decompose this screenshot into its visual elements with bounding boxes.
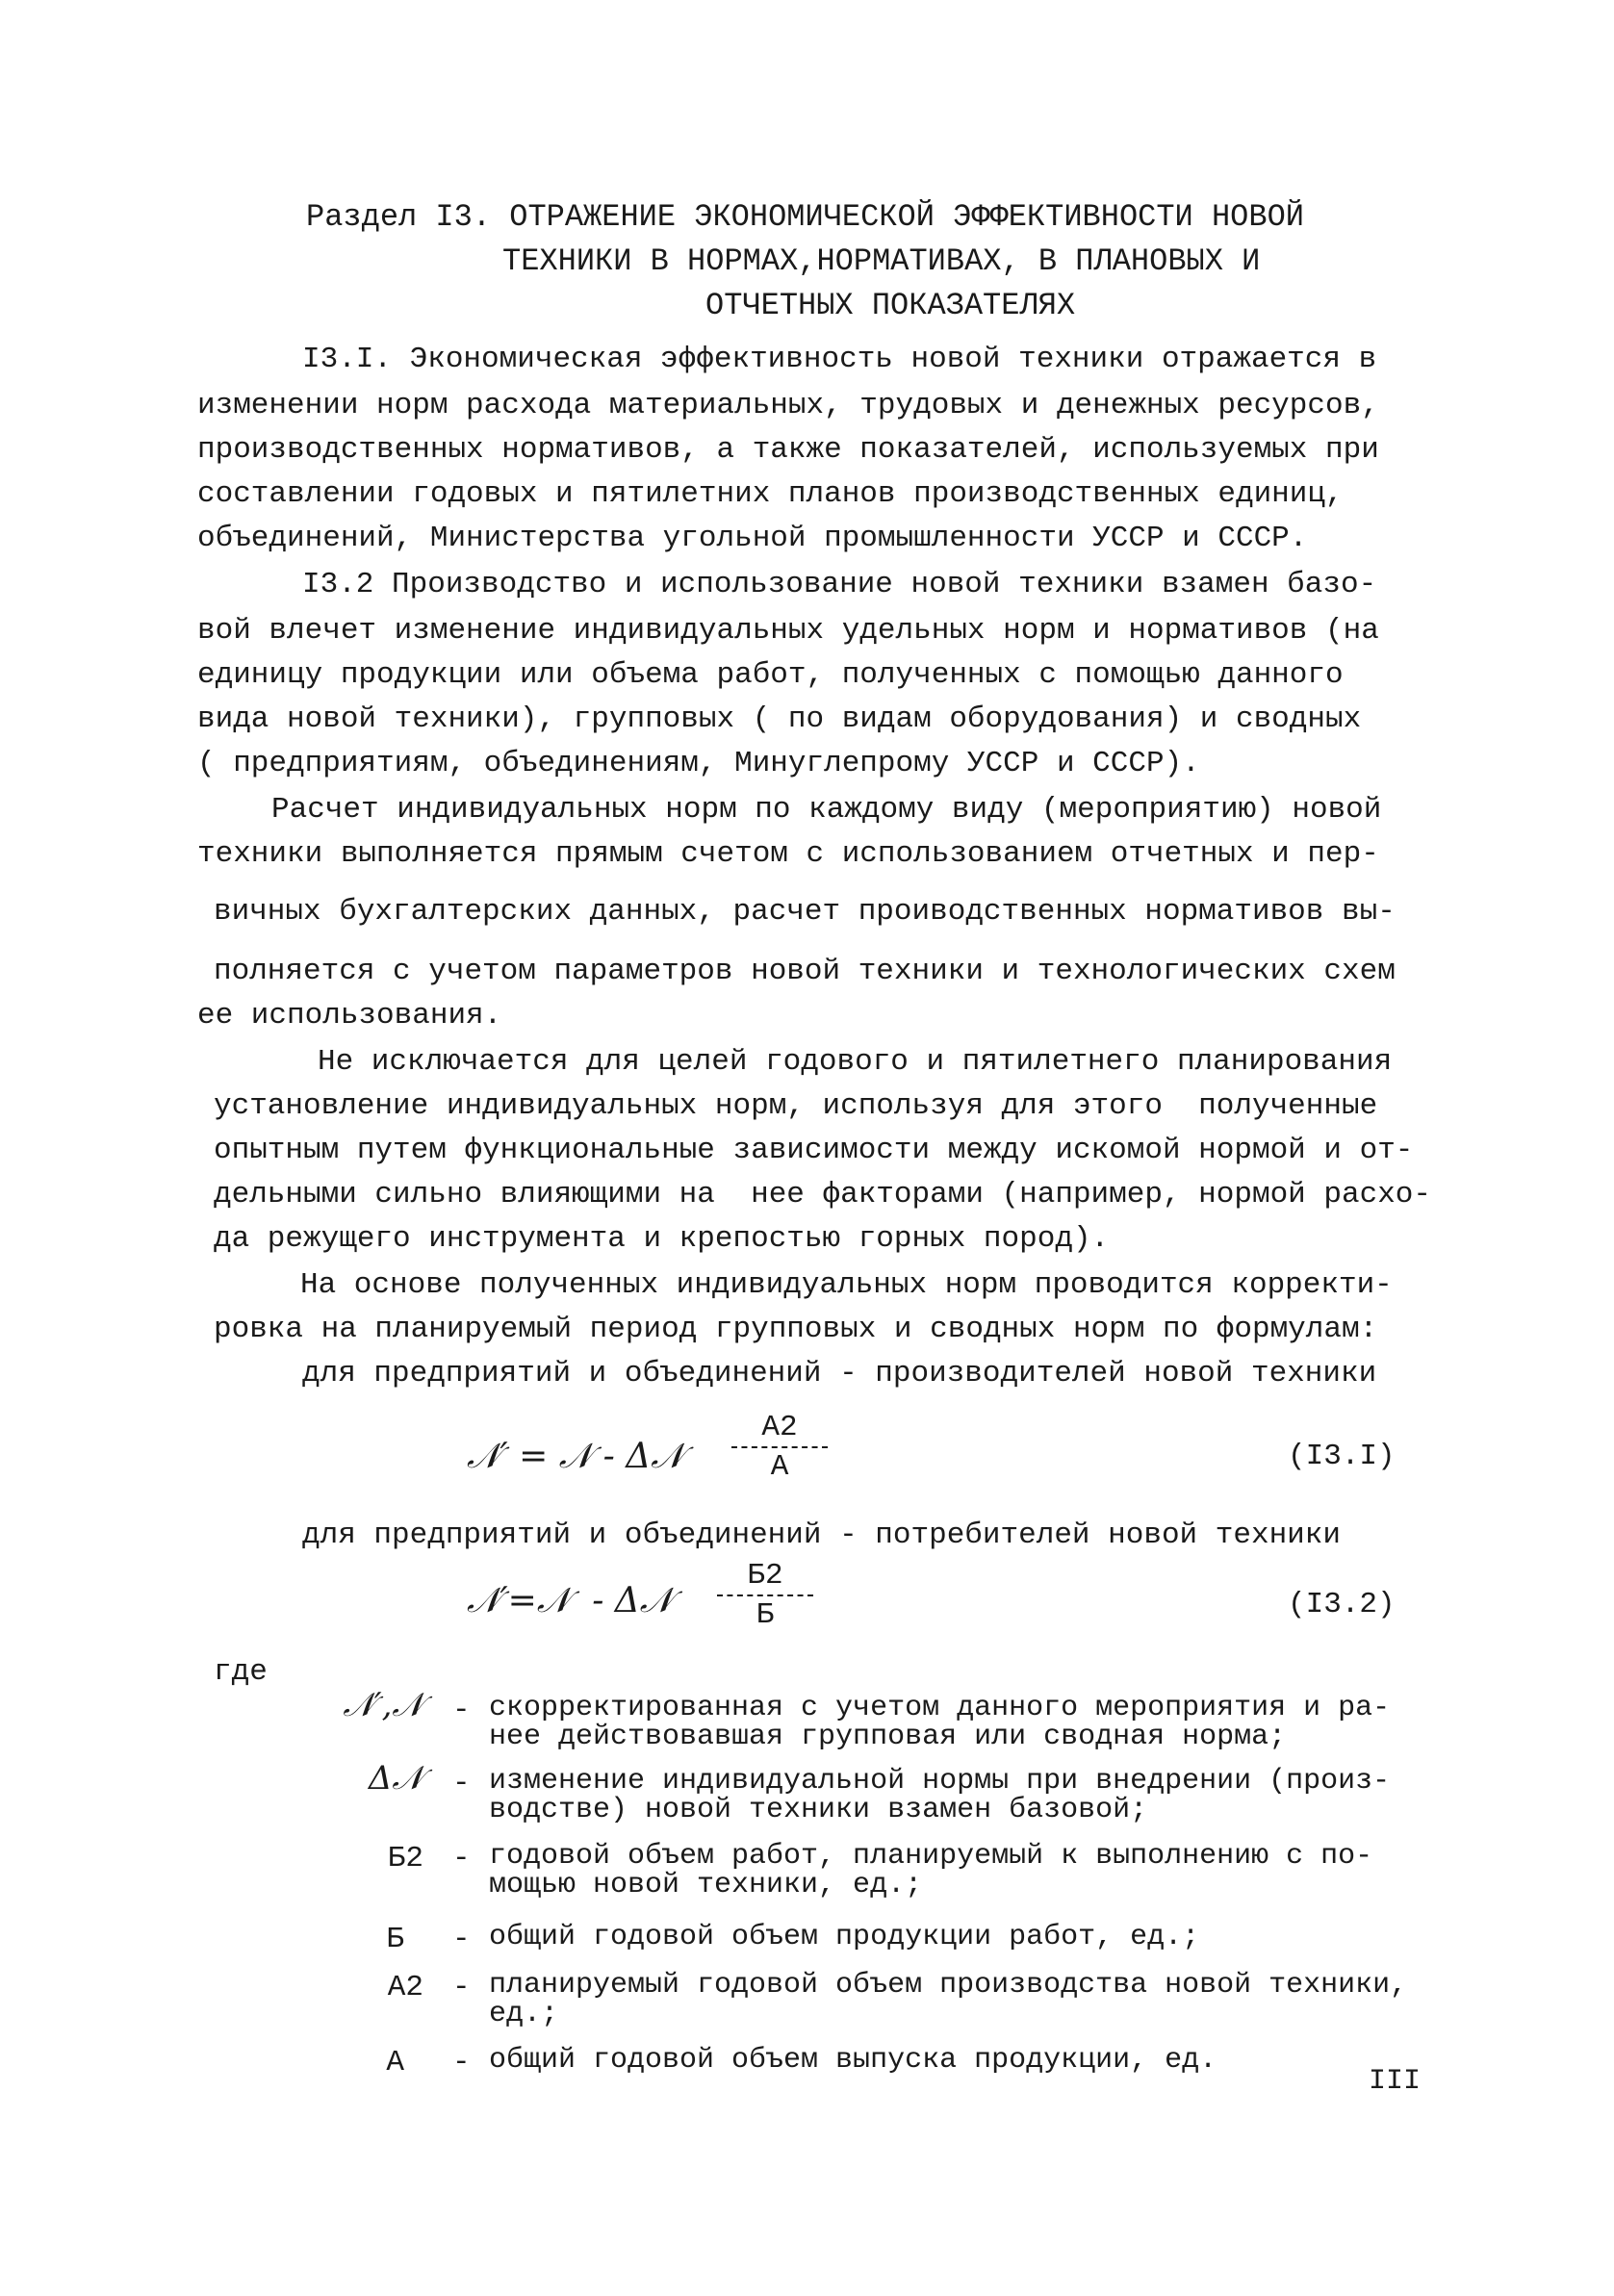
definition-text-line: годовой объем работ, планируемый к выполнению с по- (489, 1840, 1373, 1873)
heading-line-3: ОТЧЕТНЫХ ПОКАЗАТЕЛЯХ (705, 288, 1076, 323)
p1-line-5: объединений, Министерства угольной промышленности УССР и СССР. (197, 522, 1308, 555)
between-formulas-text: для предприятий и объединений - потребителей новой техники (302, 1518, 1341, 1552)
p5-line-1: На основе полученных индивидуальных норм проводится корректи- (300, 1268, 1393, 1302)
p5-line-3: для предприятий и объединений - производителей новой техники (302, 1357, 1377, 1390)
definition-dash: - (452, 1694, 471, 1727)
formula-1-numerator: A2 (761, 1411, 798, 1444)
where-label: где (214, 1655, 268, 1689)
p1-line-4: составлении годовых и пятилетних планов производственных единиц, (197, 477, 1344, 511)
definition-text-line: мощью новой техники, ед.; (489, 1869, 923, 1901)
p3-line-1: Расчет индивидуальных норм по каждому виду (мероприятию) новой (271, 793, 1382, 827)
definition-symbol: Б (386, 1923, 404, 1956)
fraction-bar (731, 1446, 828, 1448)
definition-symbol: 𝒩′,𝒩 (343, 1686, 423, 1724)
p3-line-4: полняется с учетом параметров новой техники и технологических схем (214, 955, 1396, 988)
p2-line-5: ( предприятиям, объединениям, Минуглепрому УССР и СССР). (197, 747, 1200, 780)
definition-dash: - (452, 1971, 471, 2004)
formula-1-denominator: A (770, 1450, 789, 1484)
definition-dash: - (452, 1842, 471, 1875)
heading-line-1: Раздел I3. ОТРАЖЕНИЕ ЭКОНОМИЧЕСКОЙ ЭФФЕКТИВНОСТИ НОВОЙ (306, 199, 1304, 235)
formula-1-fraction (731, 1411, 828, 1484)
formula-1-lhs: 𝒩′ = 𝒩 - Δ𝒩 (467, 1437, 684, 1476)
heading-line-2: ТЕХНИКИ В НОРМАХ,НОРМАТИВАХ, В ПЛАНОВЫХ И (502, 243, 1261, 279)
definition-symbol: A (386, 2046, 404, 2079)
definition-dash: - (452, 1923, 471, 1956)
definition-dash: - (452, 1767, 471, 1800)
p2-line-1: I3.2 Производство и использование новой техники взамен базо- (302, 568, 1377, 601)
p2-line-3: единицу продукции или объема работ, полученных с помощью данного (197, 658, 1344, 692)
p5-line-2: ровка на планируемый период групповых и сводных норм по формулам: (214, 1313, 1378, 1346)
formula-2-lhs: 𝒩′=𝒩 - Δ𝒩 (467, 1581, 674, 1620)
definition-text-line: общий годовой объем продукции работ, ед.; (489, 1921, 1200, 1953)
definition-symbol: Δ𝒩 (368, 1759, 423, 1798)
p2-line-4: вида новой техники), групповых ( по видам оборудования) и сводных (197, 702, 1362, 736)
definition-text-line: изменение индивидуальной нормы при внедрении (произ- (489, 1765, 1391, 1798)
p1-line-3: производственных нормативов, а также показателей, используемых при (197, 433, 1379, 467)
p3-line-5: ее использования. (197, 999, 502, 1033)
formula-1-number: (I3.I) (1288, 1440, 1396, 1473)
p4-line-5: да режущего инструмента и крепостью горных пород). (214, 1222, 1110, 1256)
formula-2-fraction (717, 1559, 813, 1632)
definition-dash: - (452, 2046, 471, 2079)
definition-text-line: общий годовой объем выпуска продукции, ед. (489, 2044, 1217, 2077)
p1-line-2: изменении норм расхода материальных, трудовых и денежных ресурсов, (197, 389, 1379, 422)
p4-line-2: установление индивидуальных норм, используя для этого полученные (214, 1089, 1378, 1123)
definition-text-line: водстве) новой техники взамен базовой; (489, 1794, 1148, 1826)
formula-2-number: (I3.2) (1288, 1588, 1396, 1621)
p3-line-2: техники выполняется прямым счетом с использованием отчетных и пер- (197, 837, 1379, 871)
formula-2-denominator: Б (756, 1598, 775, 1632)
page-number: III (1369, 2065, 1422, 2098)
definition-symbol: Б2 (387, 1842, 423, 1875)
fraction-bar (717, 1594, 813, 1596)
p3-line-3: вичных бухгалтерских данных, расчет проиводственных нормативов вы- (214, 895, 1396, 929)
definition-text-line: нее действовавшая групповая или сводная норма; (489, 1721, 1287, 1753)
definition-text-line: скорректированная с учетом данного мероприятия и ра- (489, 1692, 1391, 1724)
p4-line-3: опытным путем функциональные зависимости между искомой нормой и от- (214, 1134, 1414, 1167)
formula-2-numerator: Б2 (747, 1559, 783, 1593)
p1-line-1: I3.I. Экономическая эффективность новой техники отражается в (302, 343, 1377, 376)
definition-text-line: планируемый годовой объем производства новой техники, (489, 1969, 1408, 2002)
p4-line-1: Не исключается для целей годового и пятилетнего планирования (318, 1045, 1393, 1079)
definition-text-line: ед.; (489, 1998, 559, 2030)
p4-line-4: дельными сильно влияющими на нее факторами (например, нормой расхо- (214, 1178, 1432, 1212)
definition-symbol: A2 (387, 1971, 423, 2004)
p2-line-2: вой влечет изменение индивидуальных удельных норм и нормативов (на (197, 614, 1379, 648)
